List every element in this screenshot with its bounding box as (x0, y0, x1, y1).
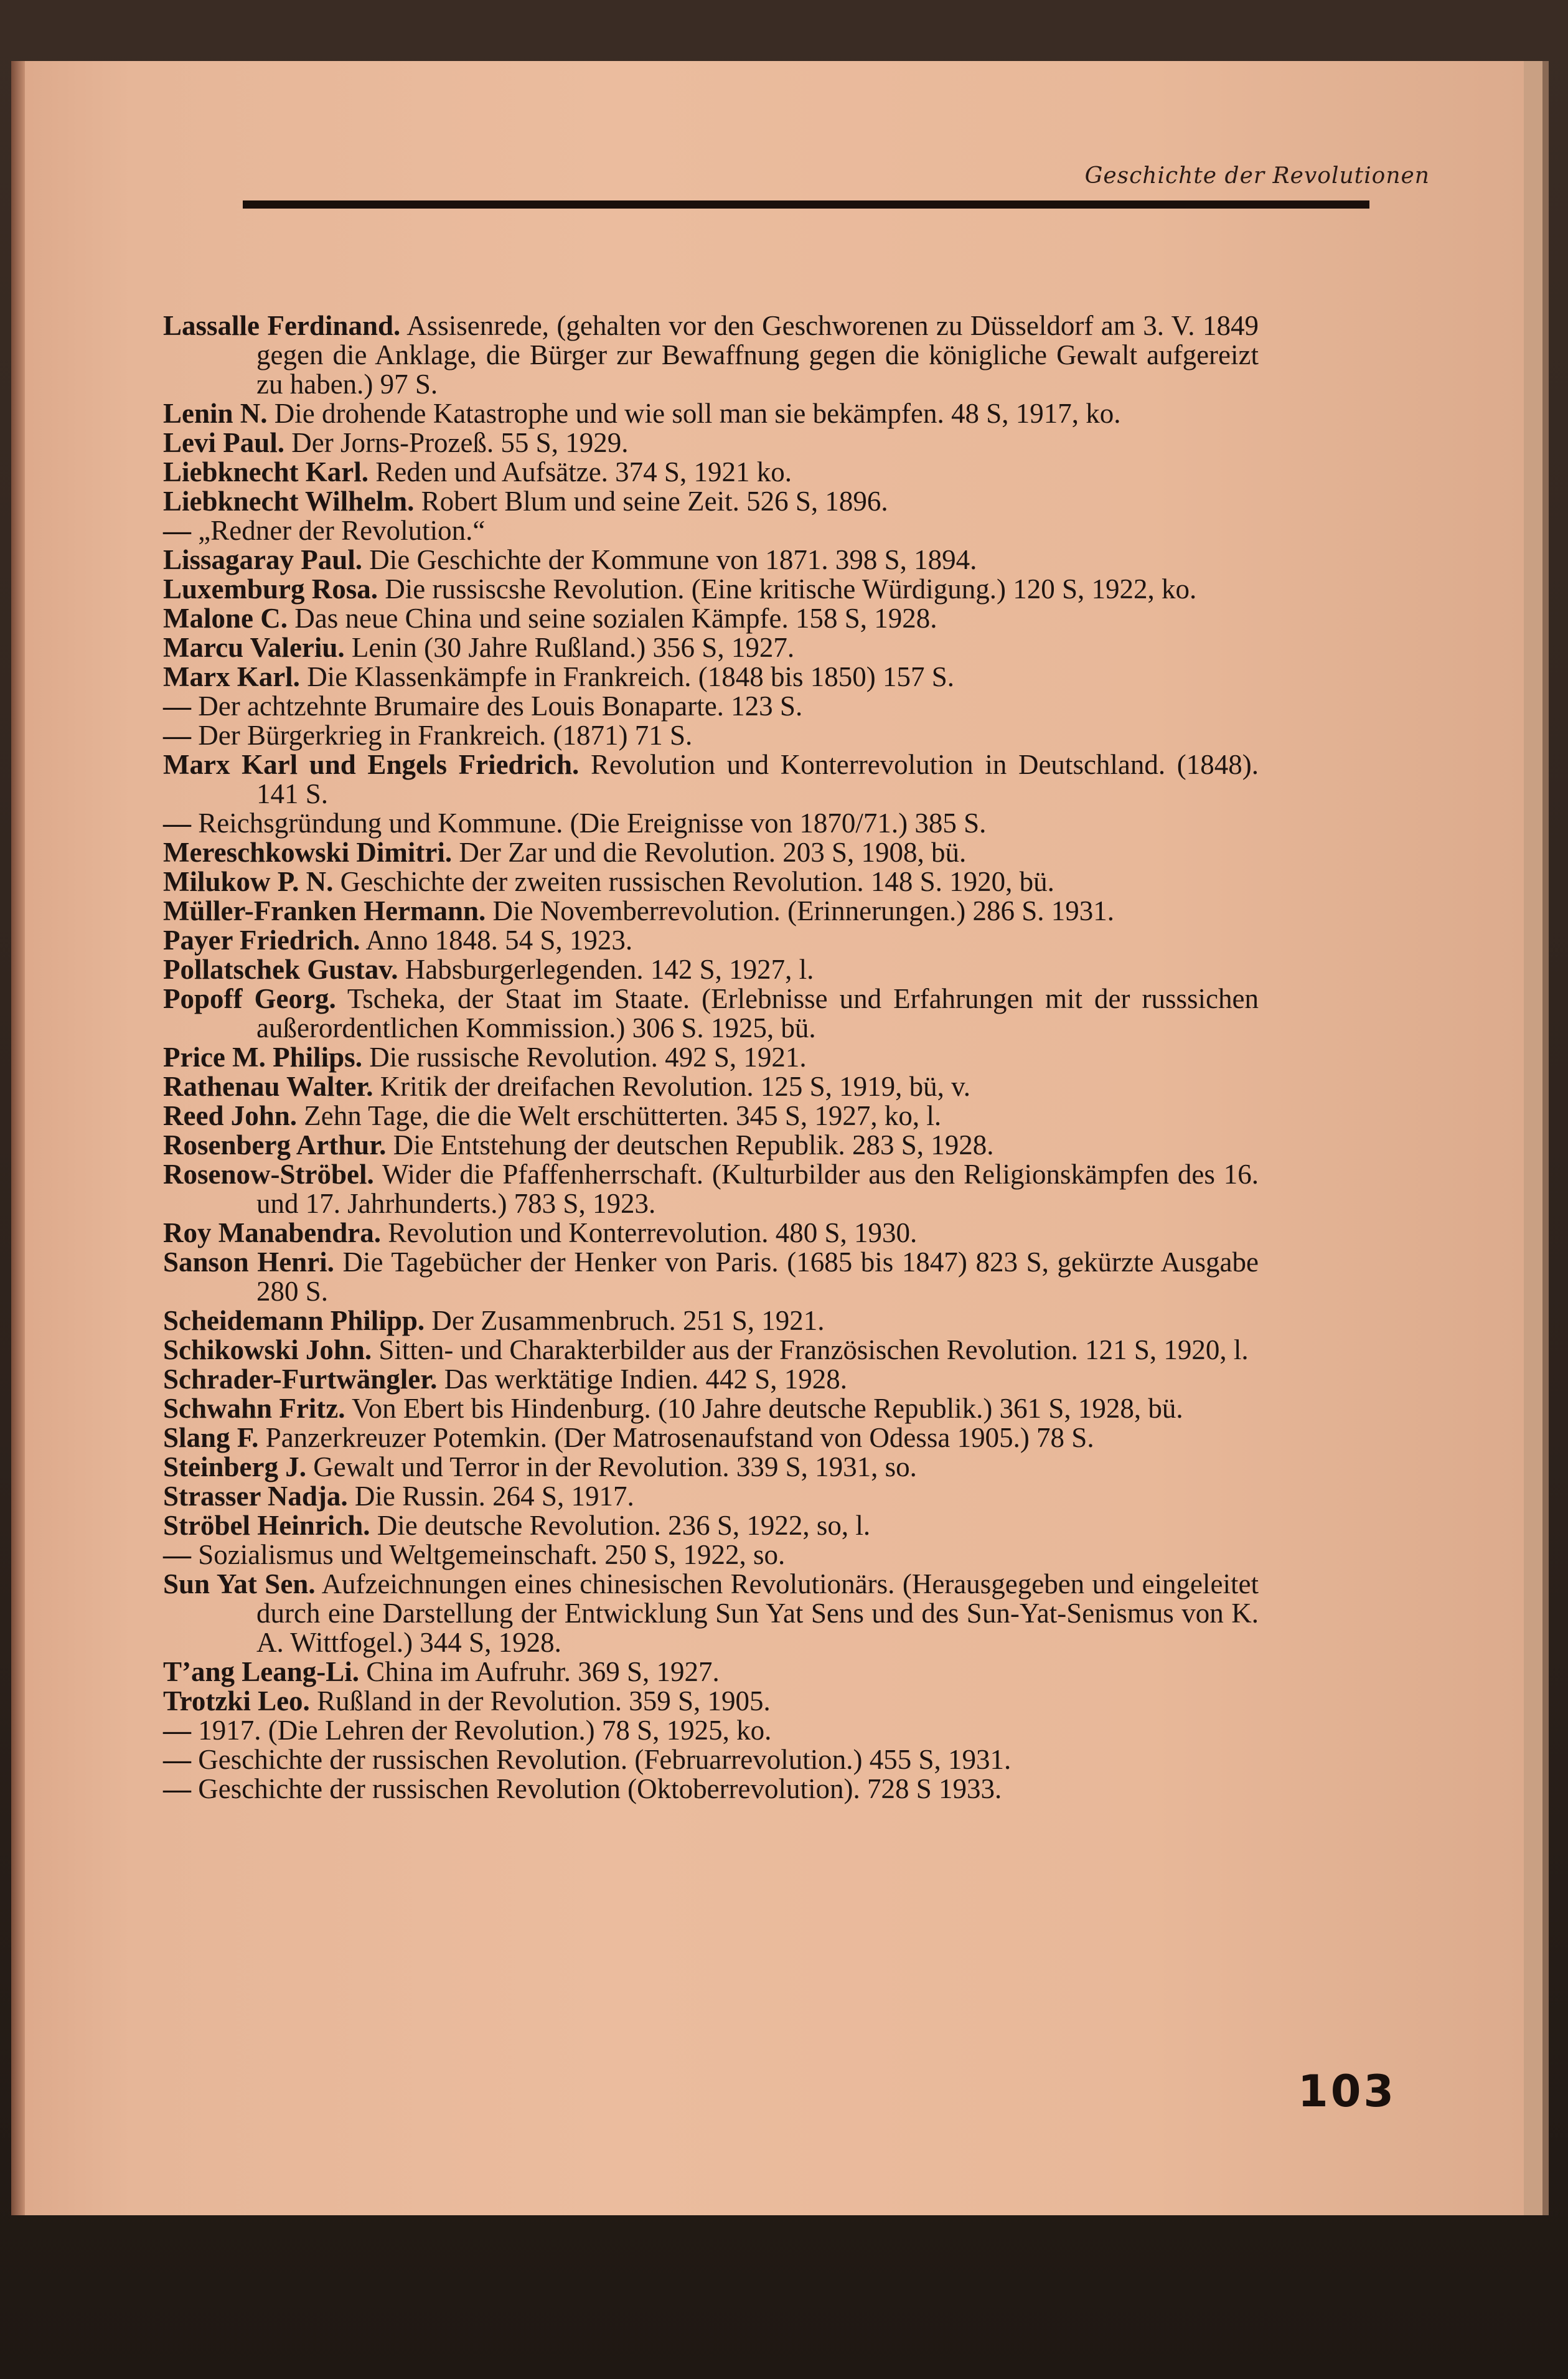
entry-title: Robert Blum und seine Zeit. 526 S, 1896. (421, 486, 888, 517)
running-head: Geschichte der Revolutionen (1084, 163, 1430, 189)
entry-author: Pollatschek Gustav. (163, 954, 398, 985)
bibliography-entry (163, 1687, 1259, 1716)
entry-title: Sitten- und Charakterbilder aus der Französischen Revolution. 121 S, 1920, l. (378, 1334, 1249, 1365)
entry-author: Schrader-Furtwängler. (163, 1364, 438, 1395)
entry-author: Marcu Valeriu. (163, 632, 345, 663)
entry-author: Lissagaray Paul. (163, 544, 363, 575)
entry-author: Payer Friedrich. (163, 925, 360, 956)
entry-title: Der Zar und die Revolution. 203 S, 1908, bü. (459, 837, 967, 868)
entry-author: Luxemburg Rosa. (163, 573, 378, 605)
entry-title: Der achtzehnte Brumaire des Louis Bonaparte. 123 S. (198, 690, 803, 722)
bibliography-entry (163, 1365, 1259, 1394)
bibliography-entry (163, 1131, 1259, 1160)
entry-author: Strasser Nadja. (163, 1481, 348, 1512)
entry-title: Die Russin. 264 S, 1917. (354, 1481, 634, 1512)
entry-title: Die russische Revolution. 492 S, 1921. (369, 1042, 807, 1073)
entry-title: Sozialismus und Weltgemeinschaft. 250 S, 1922, so. (198, 1539, 786, 1570)
bibliography-entry (163, 1336, 1259, 1365)
entry-title: Aufzeichnungen eines chinesischen Revolutionärs. (Herausgegeben und eingeleitet durch eine Darstellung der Entwicklung Sun Yat Sens und des Sun-Yat-Senismus von K. A. Wittfogel.) 344 S, 1928. (256, 1568, 1259, 1658)
header-rule (243, 200, 1369, 209)
bibliography-entry (163, 838, 1259, 867)
entry-title: Geschichte der russischen Revolution. (Februarrevolution.) 455 S, 1931. (198, 1744, 1012, 1775)
bibliography-entry (163, 575, 1259, 604)
entry-title: Zehn Tage, die die Welt erschütterten. 345 S, 1927, ko, l. (304, 1100, 942, 1131)
bibliography-entry (163, 311, 1259, 399)
bibliography-entry (163, 1453, 1259, 1482)
entry-author: — (163, 720, 191, 751)
bibliography-entry (163, 926, 1259, 955)
bibliography-entry (163, 721, 1259, 750)
entry-title: Kritik der dreifachen Revolution. 125 S, 1919, bü, v. (380, 1071, 970, 1102)
bibliography-entry (163, 955, 1259, 984)
entry-title: Die russiscshe Revolution. (Eine kritische Würdigung.) 120 S, 1922, ko. (385, 573, 1197, 605)
entry-title: Wider die Pfaffenherrschaft. (Kulturbilder aus den Religionskämpfen des 16. und 17. Jahrhunderts.) 783 S, 1923. (256, 1159, 1259, 1219)
bibliography-entry (163, 1511, 1259, 1540)
bibliography-entry (163, 750, 1259, 809)
entry-author: Steinberg J. (163, 1451, 306, 1482)
entry-title: Die drohende Katastrophe und wie soll man sie bekämpfen. 48 S, 1917, ko. (274, 398, 1121, 429)
entry-title: Die Tagebücher der Henker von Paris. (1685 bis 1847) 823 S, gekürzte Ausgabe 280 S. (256, 1246, 1259, 1307)
bibliography-entry (163, 1482, 1259, 1511)
entry-author: Price M. Philips. (163, 1042, 362, 1073)
entry-author: Ströbel Heinrich. (163, 1510, 370, 1541)
entry-author: Rosenberg Arthur. (163, 1129, 387, 1161)
bibliography-entry (163, 809, 1259, 838)
bibliography-entry (163, 662, 1259, 692)
entry-title: Die Geschichte der Kommune von 1871. 398 S, 1894. (369, 544, 977, 575)
entry-title: 1917. (Die Lehren der Revolution.) 78 S, 1925, ko. (198, 1715, 772, 1746)
entry-title: Von Ebert bis Hindenburg. (10 Jahre deutsche Republik.) 361 S, 1928, bü. (351, 1393, 1183, 1424)
entry-title: Anno 1848. 54 S, 1923. (365, 925, 633, 956)
entry-title: China im Aufruhr. 369 S, 1927. (366, 1656, 720, 1687)
entry-author: — (163, 1539, 191, 1570)
entry-author: T’ang Leang-Li. (163, 1656, 360, 1687)
bibliography-entry (163, 1745, 1259, 1774)
bibliography-entry (163, 1160, 1259, 1218)
entry-title: Der Zusammenbruch. 251 S, 1921. (431, 1305, 825, 1336)
bibliography-entry (163, 633, 1259, 662)
entry-title: Gewalt und Terror in der Revolution. 339 S, 1931, so. (313, 1451, 917, 1482)
entry-title: Geschichte der zweiten russischen Revolution. 148 S. 1920, bü. (340, 866, 1054, 897)
bibliography-entry (163, 867, 1259, 897)
entry-author: — (163, 1773, 191, 1804)
bibliography-entry (163, 1218, 1259, 1248)
entry-title: Der Bürgerkrieg in Frankreich. (1871) 71 S. (198, 720, 693, 751)
bibliography-entry (163, 1423, 1259, 1453)
entry-author: — (163, 808, 191, 839)
entry-author: Slang F. (163, 1422, 259, 1453)
bibliography-entry (163, 516, 1259, 545)
page-number: 103 (1298, 2066, 1397, 2117)
entry-title: Revolution und Konterrevolution in Deutschland. (1848). 141 S. (256, 749, 1259, 809)
entry-title: Die deutsche Revolution. 236 S, 1922, so, l. (377, 1510, 871, 1541)
bibliography-entry (163, 1540, 1259, 1570)
bibliography-entry (163, 545, 1259, 575)
entry-author: Müller-Franken Hermann. (163, 895, 486, 926)
entry-author: Mereschkowski Dimitri. (163, 837, 453, 868)
entry-author: — (163, 1744, 191, 1775)
entry-title: Reden und Aufsätze. 374 S, 1921 ko. (375, 456, 792, 488)
entry-author: Lassalle Ferdinand. (163, 310, 401, 341)
entry-author: — (163, 515, 191, 546)
bibliography-entry (163, 897, 1259, 926)
entry-title: Revolution und Konterrevolution. 480 S, 1930. (388, 1217, 918, 1248)
entry-title: Rußland in der Revolution. 359 S, 1905. (317, 1685, 771, 1717)
entry-author: Marx Karl und Engels Friedrich. (163, 749, 580, 780)
entry-author: Marx Karl. (163, 661, 300, 692)
bibliography-entry (163, 1716, 1259, 1745)
entry-author: Liebknecht Wilhelm. (163, 486, 415, 517)
entry-title: Panzerkreuzer Potemkin. (Der Matrosenaufstand von Odessa 1905.) 78 S. (265, 1422, 1094, 1453)
entry-author: Levi Paul. (163, 427, 285, 458)
bibliography-entry (163, 604, 1259, 633)
entry-title: Assisenrede, (gehalten vor den Geschworenen zu Düsseldorf am 3. V. 1849 gegen die Anklage, die Bürger zur Bewaffnung gegen die königliche Gewalt aufgereizt zu haben.) 97 S. (256, 310, 1259, 400)
bibliography-list (163, 311, 1259, 1804)
entry-author: Reed John. (163, 1100, 298, 1131)
entry-title: Der Jorns-Prozeß. 55 S, 1929. (291, 427, 629, 458)
entry-title: Habsburgerlegenden. 142 S, 1927, l. (405, 954, 814, 985)
entry-author: Roy Manabendra. (163, 1217, 382, 1248)
bibliography-entry (163, 1043, 1259, 1072)
bibliography-entry (163, 399, 1259, 428)
entry-title: Lenin (30 Jahre Rußland.) 356 S, 1927. (351, 632, 795, 663)
entry-author: Sanson Henri. (163, 1246, 334, 1278)
entry-author: Sun Yat Sen. (163, 1568, 316, 1599)
entry-author: Rathenau Walter. (163, 1071, 373, 1102)
entry-title: Das neue China und seine sozialen Kämpfe. 158 S, 1928. (294, 603, 937, 634)
entry-author: Schwahn Fritz. (163, 1393, 345, 1424)
entry-title: Die Entstehung der deutschen Republik. 283 S, 1928. (393, 1129, 994, 1161)
entry-title: Reichsgründung und Kommune. (Die Ereignisse von 1870/71.) 385 S. (198, 808, 987, 839)
bibliography-entry (163, 692, 1259, 721)
bibliography-entry (163, 458, 1259, 487)
entry-author: Malone C. (163, 603, 288, 634)
entry-author: Schikowski John. (163, 1334, 372, 1365)
bibliography-entry (163, 1570, 1259, 1657)
entry-author: — (163, 1715, 191, 1746)
entry-author: Scheidemann Philipp. (163, 1305, 425, 1336)
entry-title: Geschichte der russischen Revolution (Oktoberrevolution). 728 S 1933. (198, 1773, 1002, 1804)
bibliography-entry (163, 1072, 1259, 1101)
entry-author: Liebknecht Karl. (163, 456, 369, 488)
entry-author: — (163, 690, 191, 722)
entry-author: Popoff Georg. (163, 983, 336, 1014)
entry-title: Die Klassenkämpfe in Frankreich. (1848 bis 1850) 157 S. (307, 661, 954, 692)
bibliography-entry (163, 487, 1259, 516)
entry-author: Lenin N. (163, 398, 268, 429)
entry-title: Tscheka, der Staat im Staate. (Erlebnisse und Erfahrungen mit der russsichen außerordentlichen Kommission.) 306 S. 1925, bü. (256, 983, 1259, 1043)
entry-title: Die Novemberrevolution. (Erinnerungen.) 286 S. 1931. (492, 895, 1115, 926)
bibliography-entry (163, 1394, 1259, 1423)
bibliography-entry (163, 428, 1259, 458)
bibliography-entry (163, 1657, 1259, 1687)
bibliography-entry (163, 1306, 1259, 1336)
entry-author: Trotzki Leo. (163, 1685, 310, 1717)
entry-title: Das werktätige Indien. 442 S, 1928. (444, 1364, 847, 1395)
bibliography-entry (163, 1774, 1259, 1804)
entry-author: Rosenow-Ströbel. (163, 1159, 374, 1190)
entry-author: Milukow P. N. (163, 866, 334, 897)
entry-title: „Redner der Revolution.“ (198, 515, 486, 546)
bibliography-entry (163, 1101, 1259, 1131)
page-binding-edge (11, 61, 25, 2215)
bibliography-entry (163, 1248, 1259, 1306)
bibliography-entry (163, 984, 1259, 1043)
